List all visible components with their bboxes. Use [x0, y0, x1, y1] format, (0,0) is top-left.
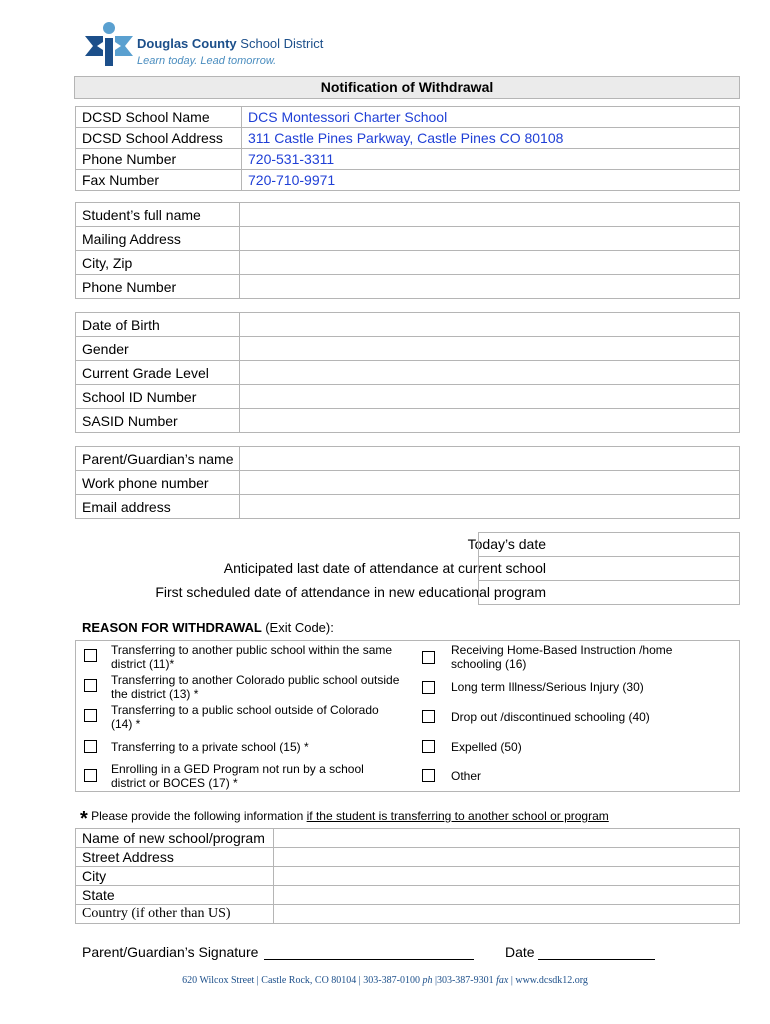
- transfer-field-label: Name of new school/program: [76, 829, 274, 848]
- reason-checkbox[interactable]: [422, 651, 435, 667]
- detail-field-input[interactable]: [240, 409, 740, 433]
- signature-line[interactable]: [264, 959, 474, 960]
- school-info-row: [76, 128, 740, 149]
- guardian-field-input[interactable]: [240, 471, 740, 495]
- footer-fax: fax: [496, 975, 509, 986]
- reason-checkbox[interactable]: [84, 769, 97, 785]
- reason-heading: [82, 620, 334, 635]
- transfer-note-prefix: Please provide the following information: [91, 809, 307, 823]
- transfer-field-input[interactable]: [274, 905, 740, 924]
- transfer-field-label: Country (if other than US): [76, 905, 274, 924]
- footer-address: 620 Wilcox Street | Castle Rock, CO 80104 | 303-387-0100: [182, 975, 420, 986]
- footer-web: | www.dcsdk12.org: [510, 975, 588, 986]
- guardian-field-label: Email address: [76, 495, 240, 519]
- reason-checkbox[interactable]: [422, 769, 435, 785]
- student-field-label: Student’s full name: [76, 203, 240, 227]
- student-field-input[interactable]: [240, 203, 740, 227]
- date-input-last[interactable]: [478, 556, 740, 581]
- transfer-field-label: City: [76, 867, 274, 886]
- transfer-field-input[interactable]: [274, 829, 740, 848]
- reason-label: Transferring to a private school (15) *: [111, 740, 309, 754]
- reason-box: [75, 640, 740, 792]
- district-tagline: Learn today. Lead tomorrow.: [137, 55, 277, 67]
- date-input-today[interactable]: [478, 532, 740, 557]
- school-info-table: [75, 106, 740, 191]
- reason-checkbox[interactable]: [422, 681, 435, 697]
- reason-checkbox[interactable]: [84, 709, 97, 725]
- detail-field-input[interactable]: [240, 361, 740, 385]
- district-logo-mark: [83, 22, 135, 68]
- signature-label: Parent/Guardian’s Signature: [82, 944, 259, 960]
- student-field-label: City, Zip: [76, 251, 240, 275]
- page-footer: [0, 975, 770, 986]
- district-logo: [83, 22, 135, 68]
- reason-label: Other: [451, 769, 482, 783]
- school-info-value[interactable]: 720-710-9971: [242, 170, 740, 191]
- reason-label: Drop out /discontinued schooling (40): [451, 710, 650, 724]
- reason-heading-code: (Exit Code):: [265, 620, 334, 635]
- detail-field-input[interactable]: [240, 385, 740, 409]
- reason-checkbox[interactable]: [84, 740, 97, 756]
- student-field-input[interactable]: [240, 227, 740, 251]
- student-field-input[interactable]: [240, 275, 740, 299]
- reason-label: Receiving Home-Based Instruction /home schooling (16): [451, 643, 673, 671]
- reason-label: Enrolling in a GED Program not run by a school district or BOCES (17) *: [111, 762, 364, 790]
- signature-date-label: Date: [505, 944, 535, 960]
- reason-checkbox[interactable]: [422, 710, 435, 726]
- footer-ph: ph: [422, 975, 433, 986]
- guardian-field-label: Work phone number: [76, 471, 240, 495]
- reason-heading-main: REASON FOR WITHDRAWAL: [82, 620, 262, 635]
- school-info-label: Fax Number: [76, 170, 242, 191]
- transfer-field-label: State: [76, 886, 274, 905]
- student-field-input[interactable]: [240, 251, 740, 275]
- reason-checkbox[interactable]: [84, 679, 97, 695]
- school-info-value[interactable]: DCS Montessori Charter School: [242, 107, 740, 128]
- signature-date-line[interactable]: [538, 959, 655, 960]
- district-name-rest: School District: [240, 36, 324, 51]
- detail-field-label: Gender: [76, 337, 240, 361]
- student-contact-table: [75, 202, 740, 299]
- student-details-table: [75, 312, 740, 433]
- reason-label: Long term Illness/Serious Injury (30): [451, 680, 644, 694]
- transfer-field-label: Street Address: [76, 848, 274, 867]
- detail-field-label: School ID Number: [76, 385, 240, 409]
- dates-section: [75, 532, 739, 604]
- reason-label: Expelled (50): [451, 740, 522, 754]
- reason-checkbox[interactable]: [84, 649, 97, 665]
- detail-field-input[interactable]: [240, 313, 740, 337]
- school-info-row: [76, 170, 740, 191]
- district-name-bold: Douglas County: [137, 36, 237, 51]
- student-field-label: Phone Number: [76, 275, 240, 299]
- form-title-bar: [74, 76, 740, 99]
- date-label-last: Anticipated last date of attendance at current school: [223, 560, 546, 576]
- school-info-row: [76, 107, 740, 128]
- detail-field-label: SASID Number: [76, 409, 240, 433]
- transfer-note-star: *: [80, 808, 88, 830]
- reason-checkbox[interactable]: [422, 740, 435, 756]
- date-label-first: First scheduled date of attendance in new educational program: [155, 584, 546, 600]
- form-title: Notification of Withdrawal: [320, 79, 494, 95]
- guardian-field-input[interactable]: [240, 495, 740, 519]
- detail-field-input[interactable]: [240, 337, 740, 361]
- detail-field-label: Date of Birth: [76, 313, 240, 337]
- transfer-note-condition: if the student is transferring to another school or program: [306, 809, 609, 823]
- district-name: [137, 36, 323, 51]
- school-info-value[interactable]: 720-531-3311: [242, 149, 740, 170]
- transfer-field-input[interactable]: [274, 848, 740, 867]
- transfer-field-input[interactable]: [274, 886, 740, 905]
- school-info-row: [76, 149, 740, 170]
- reason-label: Transferring to a public school outside of Colorado (14) *: [111, 703, 379, 731]
- student-field-label: Mailing Address: [76, 227, 240, 251]
- school-info-label: Phone Number: [76, 149, 242, 170]
- school-info-value[interactable]: 311 Castle Pines Parkway, Castle Pines CO 80108: [242, 128, 740, 149]
- date-input-first[interactable]: [478, 580, 740, 605]
- school-info-label: DCSD School Name: [76, 107, 242, 128]
- school-info-label: DCSD School Address: [76, 128, 242, 149]
- guardian-field-input[interactable]: [240, 447, 740, 471]
- footer-fax-number: |303-387-9301: [434, 975, 494, 986]
- transfer-field-input[interactable]: [274, 867, 740, 886]
- reason-label: Transferring to another Colorado public school outside the district (13) *: [111, 673, 400, 701]
- date-label-today: Today’s date: [467, 536, 546, 552]
- detail-field-label: Current Grade Level: [76, 361, 240, 385]
- guardian-table: [75, 446, 740, 519]
- guardian-field-label: Parent/Guardian’s name: [76, 447, 240, 471]
- transfer-table: [75, 828, 740, 924]
- reason-label: Transferring to another public school within the same district (11)*: [111, 643, 393, 671]
